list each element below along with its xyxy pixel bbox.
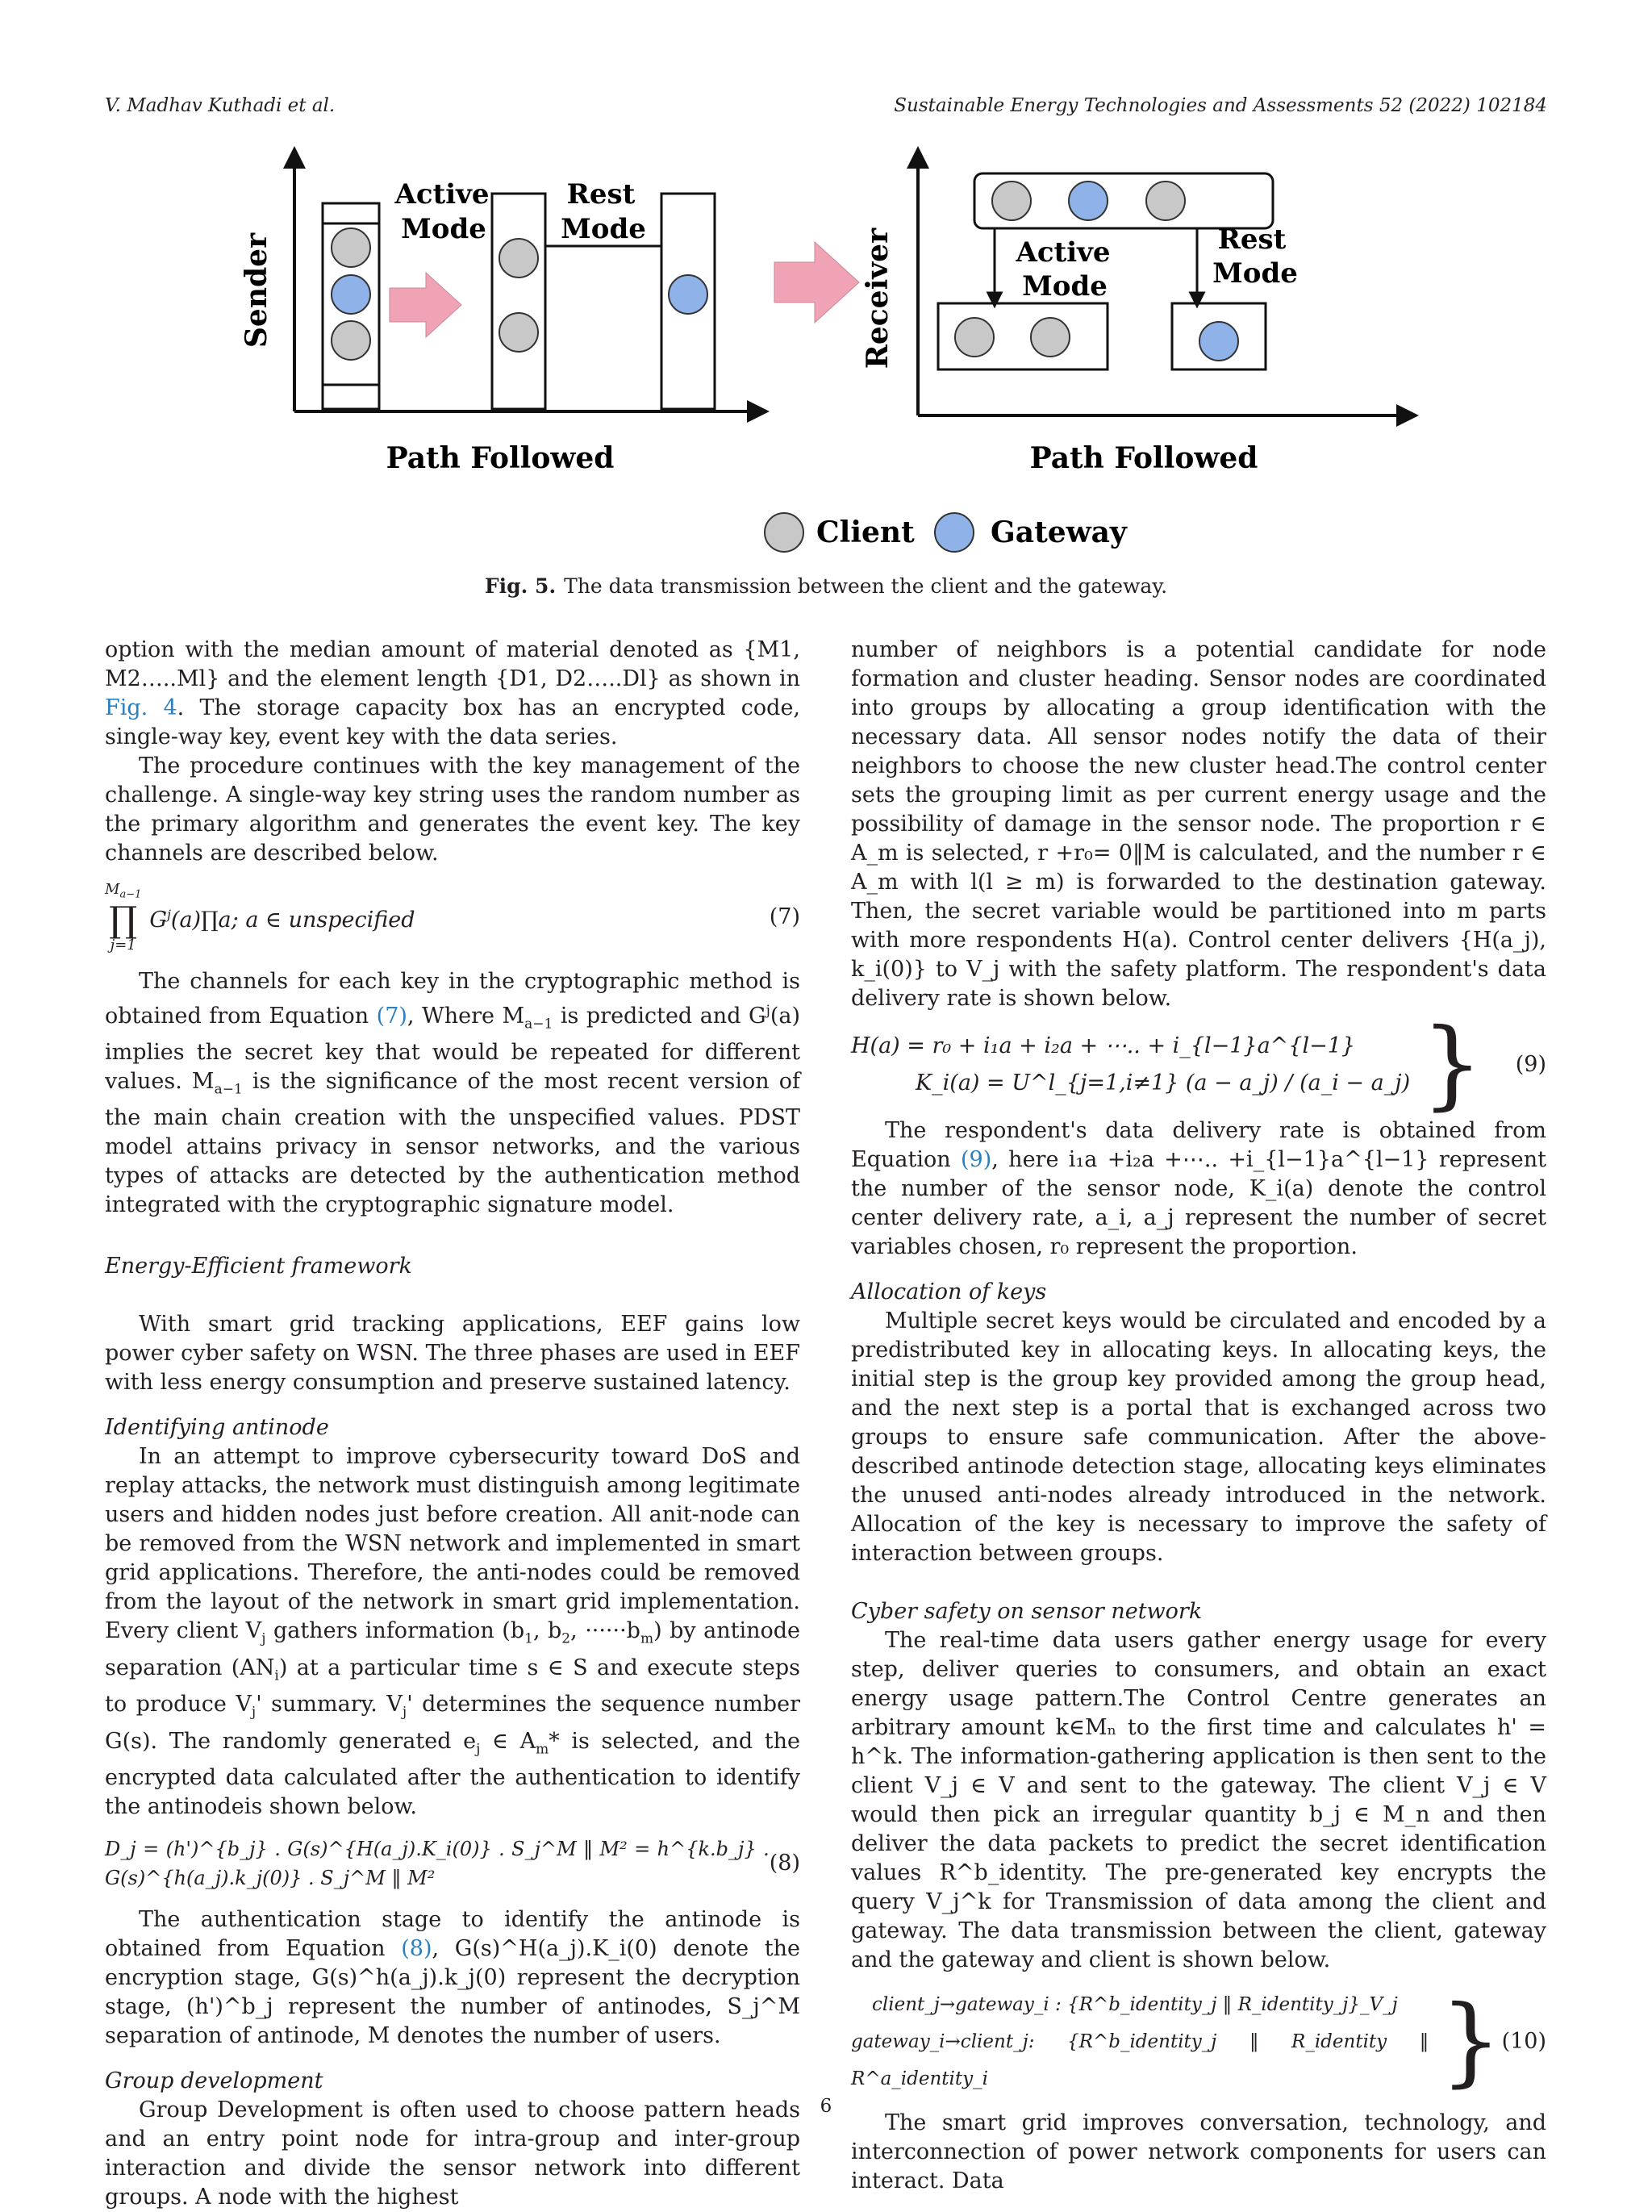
active-mode-label: Active — [394, 178, 490, 211]
paragraph: option with the median amount of material denoted as {M1, M2…..Ml} and the element length {D1, D2…..Dl} as shown in Fig. 4. The storage capacity box has an encrypted code, single-way key, event key with the data series. — [105, 637, 801, 749]
equation-line: H(a) = r₀ + i₁a + i₂a + ⋯.. + i_{l−1}a^{l−1} — [851, 1033, 1356, 1058]
figure-4-link[interactable]: Fig. 4 — [105, 695, 177, 720]
paragraph: Group Development is often used to choose pattern heads and an entry point node for intra-group and inter-group interaction and divide the sensor network into different groups. A node with the highest — [105, 2097, 800, 2210]
rest-mode-label: Rest — [1217, 223, 1287, 256]
page-number: 6 — [820, 2096, 832, 2117]
equation-body: D_j = (h')^{b_j} . G(s)^{H(a_j).K_i(0)} . S_j^M ‖ M² = h^{k.b_j} . G(s)^{h(a_j).k_j(0)} . S_j^M ‖ M² — [105, 1837, 770, 1889]
client-node — [499, 239, 538, 278]
section-heading: Energy-Efficient framework — [105, 1254, 412, 1279]
client-node — [1031, 318, 1070, 357]
paragraph: number of neighbors is a potential candidate for node formation and cluster heading. Sensor nodes are coordinated into groups by allocating a group identification with the necessary data. All sensor nodes notify the data of their neighbors to choose the new cluster head.The control center sets the grouping limit as per current energy usage and the possibility of damage in the sensor node. The proportion r ∈ A_m is selected, r +r₀= 0‖M is calculated, and the number r ∈ A_m with l(l ≥ m) is forwarded to the destination gateway. Then, the secret variable would be partitioned into m parts with more respondents H(a). Control center delivers {H(a_j), k_i(0)} to V_j with the safety platform. The respondent's data delivery rate is shown below. — [851, 637, 1546, 1011]
sender-axis-label: Sender — [240, 232, 273, 348]
sender-path-label: Path Followed — [386, 441, 615, 475]
section-heading: Group development — [105, 2068, 323, 2093]
equation-number: (10) — [1501, 2029, 1546, 2054]
right-column — [851, 636, 1546, 2196]
section-heading: Identifying antinode — [105, 1415, 329, 1441]
rest-mode-label: Mode — [561, 213, 646, 245]
equation-9 — [851, 1008, 1546, 1121]
equation-line: gateway_i→client_j: {R^b_identity_j ‖ R_identity ‖ R^a_identity_i — [851, 2031, 1429, 2089]
equation-9-link[interactable]: (9) — [960, 1147, 992, 1172]
client-node — [955, 318, 994, 357]
receiver-axis-label: Receiver — [861, 227, 895, 369]
equation-line: client_j→gateway_i : {R^b_identity_j ‖ R_identity_j}_V_j — [872, 1994, 1398, 2015]
equation-7-link[interactable]: (7) — [376, 1003, 407, 1029]
receiver-path-label: Path Followed — [1029, 441, 1258, 475]
transfer-arrow — [774, 242, 859, 323]
gateway-node — [669, 275, 707, 314]
brace: } — [1440, 1985, 1502, 2097]
client-node — [499, 313, 538, 352]
active-mode-label: Active — [1016, 236, 1111, 269]
equation-7: $M_{a-1}$ ∏ j=1 $G^j(a)\prod a$; a ∈ unspecified (7) — [105, 881, 800, 954]
rest-mode-label: Mode — [1212, 257, 1298, 290]
paragraph: In an attempt to improve cybersecurity toward DoS and replay attacks, the network must distinguish among legitimate users and hidden nodes just before creation. All anit-node can be removed from the WSN network and implemented in smart grid applications. Therefore, the anti-nodes could be removed from the layout of the network in smart grid implementation. Every client $V_j$ gathers information ($b_1$, $b_2$, $\cdot\cdot\cdot\cdot\cdot\cdot b_m$) by antinode separation $(AN_i)$ at a particular time s ∈ S and execute steps to produce $V_j'$ summary. $V_j'$ determines the sequence number G(s). The randomly generated $e_j$ ∈ $A_m*$ is selected, and the encrypted data calculated after the authentication to identify the antinodeis shown below. — [105, 1444, 801, 1819]
transition-arrow — [390, 273, 461, 337]
paragraph: With smart grid tracking applications, EEF gains low power cyber safety on WSN. The three phases are used in EEF with less energy consumption and preserve sustained latency. — [105, 1312, 800, 1396]
equation-number: (9) — [1515, 1052, 1546, 1077]
paragraph: The authentication stage to identify the antinode is obtained from Equation (8), G(s)^H(a_j).K_i(0) denote the encryption stage, G(s)^h(a_j).k_j(0) represent the decryption stage, (h')^b_j represent the number of antinodes, S_j^M separation of antinode, M denotes the number of users. — [105, 1906, 800, 2048]
equation-line: K_i(a) = U^l_{j=1,i≠1} (a − a_j) / (a_i − a_j) — [916, 1071, 1411, 1096]
figure-caption-text: The data transmission between the client and the gateway. — [564, 574, 1168, 598]
client-node — [992, 182, 1031, 220]
sender-diagram — [240, 157, 758, 475]
section-heading: Allocation of keys — [851, 1279, 1047, 1304]
legend-gateway-label: Gateway — [991, 515, 1127, 549]
running-header-journal: Sustainable Energy Technologies and Assessments 52 (2022) 102184 — [894, 95, 1547, 116]
equation-number: (8) — [769, 1850, 800, 1876]
active-mode-label: Mode — [401, 213, 486, 245]
paragraph: The procedure continues with the key management of the challenge. A single-way key string uses the random number as the primary algorithm and generates the event key. The key channels are described below. — [105, 753, 800, 866]
paragraph: The real-time data users gather energy usage for every step, deliver queries to consumers, and obtain an exact energy usage pattern.The Control Centre generates an arbitrary amount k∈Mₙ to the first time and calculates h' = h^k. The information-gathering application is then sent to the client V_j ∈ V and sent to the gateway. The client V_j ∈ V would then pick an irregular quantity b_j ∈ M_n and then deliver the data packets to predict the secret identification values R^b_identity. The pre-generated key encrypts the query V_j^k for Transmission of data among the client and gateway. The data transmission between the client, gateway and the gateway and client is shown below. — [851, 1628, 1546, 1972]
running-header-authors: V. Madhav Kuthadi et al. — [105, 95, 336, 116]
paragraph: The smart grid improves conversation, technology, and interconnection of power network components for users can interact. Data — [851, 2110, 1546, 2193]
gateway-node — [332, 275, 370, 314]
client-node — [332, 228, 370, 267]
equation-8-link[interactable]: (8) — [401, 1935, 432, 1961]
section-heading: Cyber safety on sensor network — [851, 1599, 1203, 1624]
receiver-diagram — [861, 157, 1408, 475]
client-node — [1146, 182, 1185, 220]
gateway-node — [1069, 182, 1108, 220]
equation-10 — [851, 1986, 1546, 2097]
paragraph: The respondent's data delivery rate is obtained from Equation (9), here i₁a +i₂a +⋯.. +i_{l−1}a^{l−1} represent the number of the sensor node, K_i(a) denote the control center delivery rate, a_i, a_j represent the number of secret variables chosen, r₀ represent the proportion. — [851, 1118, 1546, 1259]
paragraph: The channels for each key in the cryptographic method is obtained from Equation (7), Where $M_{a-1}$ is predicted and $G^j(a)$ implies the secret key that would be repeated for different values. $M_{a-1}$ is the significance of the most recent version of the main chain creation with the unspecified values. PDST model attains privacy in sensor networks, and the various types of attacks are detected by the authentication method integrated with the cryptographic signature model. — [105, 968, 801, 1218]
legend-gateway-marker — [935, 513, 974, 552]
brace: } — [1421, 1008, 1483, 1121]
legend-client-label: Client — [816, 515, 915, 549]
legend-client-marker — [765, 513, 803, 552]
figure-legend — [765, 513, 1128, 552]
paragraph: Multiple secret keys would be circulated and encoded by a predistributed key in allocating keys. In allocating keys, the initial step is the group key provided among the group head, and the next step is a portal that is exchanged across two groups to ensure safe communication. After the above-described antinode detection stage, allocating keys eliminates the unused anti-nodes already introduced in the network. Allocation of the key is necessary to improve the safety of interaction between groups. — [851, 1308, 1546, 1566]
active-mode-label: Mode — [1022, 270, 1108, 303]
figure-caption — [0, 574, 1652, 598]
gateway-node — [1199, 322, 1238, 361]
left-column — [105, 636, 800, 2212]
equation-number: (7) — [769, 904, 800, 930]
equation-8 — [105, 1834, 800, 1893]
figure-5 — [0, 0, 1652, 565]
figure-caption-label: Fig. 5. — [484, 574, 557, 598]
client-node — [332, 321, 370, 360]
rest-mode-label: Rest — [566, 178, 636, 211]
